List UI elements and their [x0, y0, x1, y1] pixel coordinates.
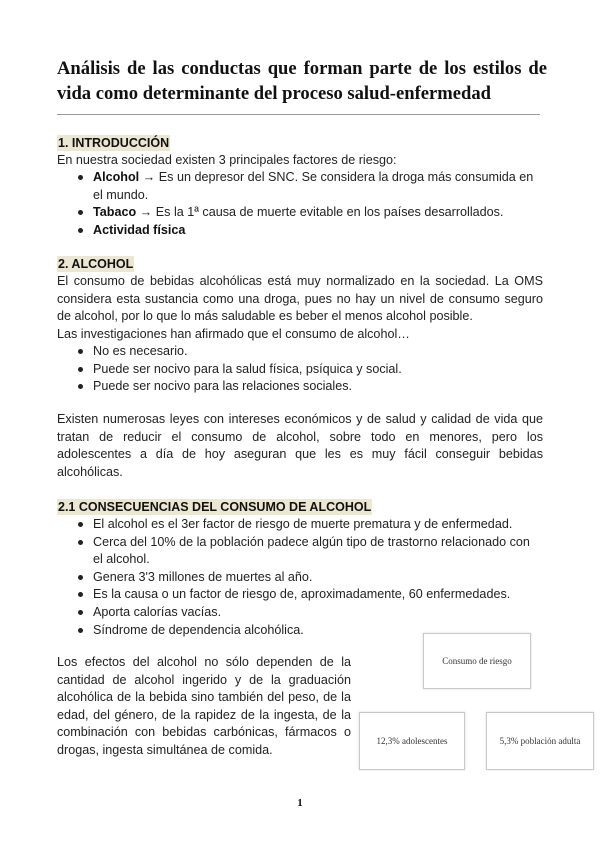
section-heading-consequences: 2.1 CONSECUENCIAS DEL CONSUMO DE ALCOHOL: [58, 500, 372, 514]
list-item: [57, 169, 543, 204]
consequences-list: [57, 516, 543, 639]
list-item: Síndrome de dependencia alcohólica.: [57, 622, 543, 640]
list-item: [57, 204, 543, 222]
diagram-box-right: 5,3% población adulta: [486, 712, 594, 770]
page-number: 1: [297, 797, 303, 809]
intro-list: [57, 169, 543, 239]
alcohol-list: [57, 343, 543, 396]
diagram-box-top: Consumo de riesgo: [423, 633, 531, 689]
list-item: El alcohol es el 3er factor de riesgo de muerte prematura y de enfermedad.: [57, 516, 543, 534]
alcohol-paragraph-3: Existen numerosas leyes con intereses económicos y de salud y calidad de vida que tratan de reducir el consumo de alcohol, sobre todo en menores, pero los adolescentes a día de hoy aseguran que les es muy fácil conseguir bebidas alcohólicas.: [57, 412, 543, 479]
list-item-bold: Actividad física: [93, 222, 186, 237]
list-item: Puede ser nocivo para la salud física, psíquica y social.: [57, 361, 543, 379]
section-heading-alcohol: 2. ALCOHOL: [58, 257, 134, 271]
title-divider: [57, 114, 540, 115]
list-item-text: → Es la 1ª causa de muerte evitable en los países desarrollados.: [136, 205, 504, 220]
intro-lead: En nuestra sociedad existen 3 principales factores de riesgo:: [57, 153, 397, 167]
list-item: Es la causa o un factor de riesgo de, aproximadamente, 60 enfermedades.: [57, 586, 543, 604]
list-item: Genera 3'3 millones de muertes al año.: [57, 569, 543, 587]
alcohol-paragraph-2: Las investigaciones han afirmado que el consumo de alcohol…: [57, 327, 410, 341]
list-item-text: → Es un depresor del SNC. Se considera la droga más consumida en el mundo.: [93, 170, 534, 202]
list-item: [57, 222, 543, 240]
document-title: Análisis de las conductas que forman parte de los estilos de vida como determinante del proceso salud-enfermedad: [57, 58, 547, 104]
list-item-bold: Tabaco: [93, 205, 137, 220]
consequences-paragraph: Los efectos del alcohol no sólo dependen de la cantidad de alcohol ingerido y de la graduación alcohólica de la bebida sino también del peso, de la edad, del género, de la rapidez de la ingesta, de la combinación con bebidas carbónicas, fármacos o drogas, ingesta simultánea de comida.: [57, 655, 351, 757]
diagram-box-left: 12,3% adolescentes: [359, 712, 465, 770]
list-item-bold: Alcohol: [93, 170, 140, 184]
list-item: Aporta calorías vacías.: [57, 604, 543, 622]
list-item: No es necesario.: [57, 343, 543, 361]
list-item: Puede ser nocivo para las relaciones sociales.: [57, 378, 543, 396]
alcohol-paragraph-1: El consumo de bebidas alcohólicas está muy normalizado en la sociedad. La OMS considera esta sustancia como una droga, pues no hay un nivel de consumo seguro de alcohol, por lo que lo más saludable es beber el menos alcohol posible.: [57, 274, 543, 324]
section-heading-intro: 1. INTRODUCCIÓN: [58, 136, 170, 150]
list-item: Cerca del 10% de la población padece algún tipo de trastorno relacionado con el alcohol.: [57, 534, 543, 569]
